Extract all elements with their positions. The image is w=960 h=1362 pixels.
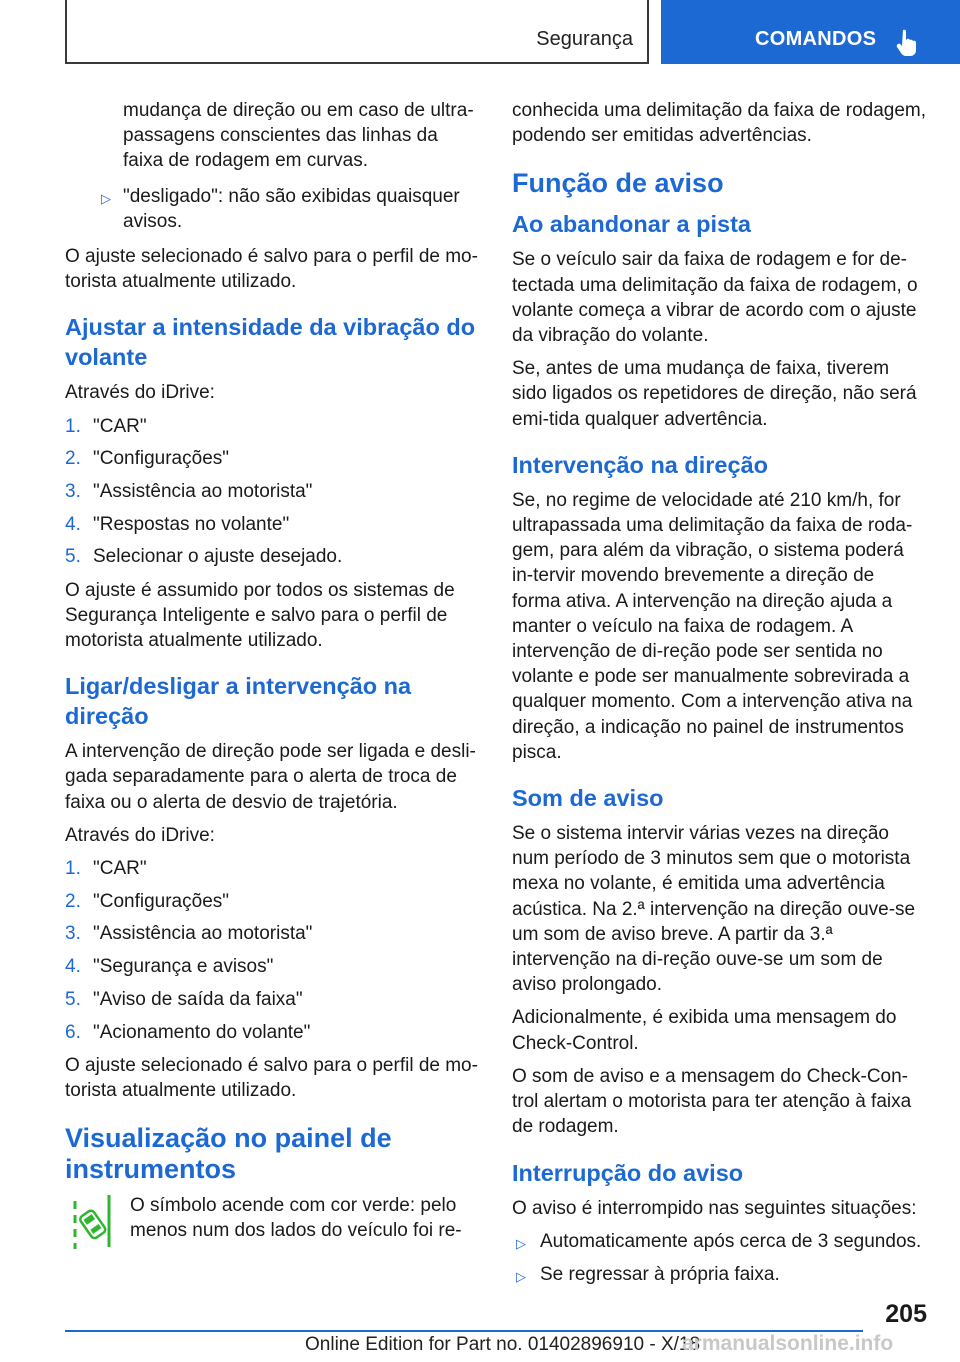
list-item: ▷ "desligado": não são exibidas quaisquer avisos. — [101, 185, 460, 232]
list-item: ▷ Se regressar à própria faixa. — [512, 1262, 927, 1287]
list-item: 5. "Aviso de saída da faixa" — [65, 988, 303, 1010]
paragraph: Se o sistema intervir várias vezes na direção num período de 3 minutos sem que o motorista mexa no volante, é emitida uma advertência acústica. Na 2.ª intervenção na direção ouve-se um som de aviso breve. A partir da 3.ª intervenção na di-reção ouve-se um som de aviso prolongado. — [512, 823, 916, 996]
list-item: 4. "Respostas no volante" — [65, 513, 290, 535]
list-item: ▷ Automaticamente após cerca de 3 segundos. — [512, 1229, 927, 1254]
header-chapter-title: COMANDOS — [755, 28, 877, 50]
paragraph: A intervenção de direção pode ser ligada e desli-gada separadamente para o alerta de troca de faixa ou o alerta de desvio de trajetória. — [65, 741, 476, 813]
intro-bullet-list — [65, 184, 480, 234]
right-column — [512, 98, 927, 1297]
paragraph: O aviso é interrompido nas seguintes situações: — [512, 1197, 917, 1219]
heading-warning-sound: Som de aviso — [512, 785, 664, 812]
list-item: 2. "Configurações" — [65, 890, 230, 912]
paragraph: Se, no regime de velocidade até 210 km/h, for ultrapassada uma delimitação da faixa de roda-gem, para além da vibração, o sistema poderá in-tervir movendo brevemente a direção de forma ativa. A intervenção na direção ajuda a manter o veículo na faixa de rodagem. A intervenção de di-reção pode ser sentida no volante e pode ser manualmente sobrevirada a qualquer momento. Com a intervenção ativa na direção, a indicação no painel de instrumentos pisca. — [512, 489, 913, 763]
triangle-bullet-icon: ▷ — [516, 1268, 526, 1284]
heading-steering-intervention: Intervenção na direção — [512, 451, 768, 478]
page-number: 205 — [885, 1300, 927, 1328]
list-item: 3. "Assistência ao motorista" — [65, 923, 313, 945]
paragraph: O ajuste selecionado é salvo para o perfil de mo-torista atualmente utilizado. — [65, 1054, 478, 1101]
list-item: 4. "Segurança e avisos" — [65, 956, 274, 978]
triangle-bullet-icon: ▷ — [101, 190, 111, 206]
triangle-bullet-icon: ▷ — [516, 1235, 526, 1251]
paragraph: Através do iDrive: — [65, 824, 215, 846]
watermark: armanualsonline.info — [682, 1332, 894, 1355]
heading-leaving-lane: Ao abandonar a pista — [512, 211, 751, 238]
list-item: 6. "Acionamento do volante" — [65, 1021, 311, 1043]
list-item: 5. Selecionar o ajuste desejado. — [65, 546, 343, 568]
paragraph: Se o veículo sair da faixa de rodagem e for de-tectada uma delimitação da faixa de rodagem, o volante começa a vibrar de acordo com o ajuste da vibração do volante. — [512, 249, 918, 347]
heading-instrument-panel: Visualização no painel de instrumentos — [65, 1123, 392, 1185]
paragraph: Se, antes de uma mudança de faixa, tiverem sido ligados os repetidores de direção, não será emi-tida qualquer advertência. — [512, 358, 917, 430]
pointing-hand-icon — [895, 28, 919, 56]
intervention-steps — [65, 856, 480, 1045]
interruption-bullet-list — [512, 1229, 927, 1287]
intro-continuation: mudança de direção ou em caso de ultra-passagens conscientes das linhas da faixa de rodagem em curvas. — [123, 100, 474, 172]
paragraph: O ajuste é assumido por todos os sistemas de Segurança Inteligente e salvo para o perfil de motorista atualmente utilizado. — [65, 579, 455, 652]
header-section-title: Segurança — [536, 28, 633, 50]
paragraph: Adicionalmente, é exibida uma mensagem do Check-Control. — [512, 1007, 897, 1054]
list-item: 1. "CAR" — [65, 858, 147, 880]
left-column — [65, 98, 480, 1252]
heading-warning-interruption: Interrupção do aviso — [512, 1159, 744, 1186]
edition-text: Online Edition for Part no. 01402896910 - X/18 — [305, 1334, 701, 1355]
paragraph: O ajuste selecionado é salvo para o perfil de mo-torista atualmente utilizado. — [65, 246, 478, 293]
paragraph: O símbolo acende com cor verde: pelo menos num dos lados do veículo foi re- — [130, 1195, 462, 1242]
heading-vibration: Ajustar a intensidade da vibração do volante — [65, 314, 476, 371]
header-section-tab — [65, 0, 649, 64]
paragraph: conhecida uma delimitação da faixa de rodagem, podendo ser emitidas advertências. — [512, 100, 927, 147]
list-item: 3. "Assistência ao motorista" — [65, 481, 313, 503]
list-item: 2. "Configurações" — [65, 448, 230, 470]
list-item: 1. "CAR" — [65, 415, 147, 437]
symbol-row — [65, 1193, 480, 1243]
heading-intervention-toggle: Ligar/desligar a intervenção na direção — [65, 673, 412, 730]
heading-warning-function: Função de aviso — [512, 168, 724, 199]
paragraph: Através do iDrive: — [65, 382, 215, 404]
lane-departure-icon — [71, 1193, 115, 1249]
paragraph: O som de aviso e a mensagem do Check-Con-trol alertam o motorista para ter atenção à faixa de rodagem. — [512, 1065, 912, 1138]
vibration-steps — [65, 414, 480, 570]
